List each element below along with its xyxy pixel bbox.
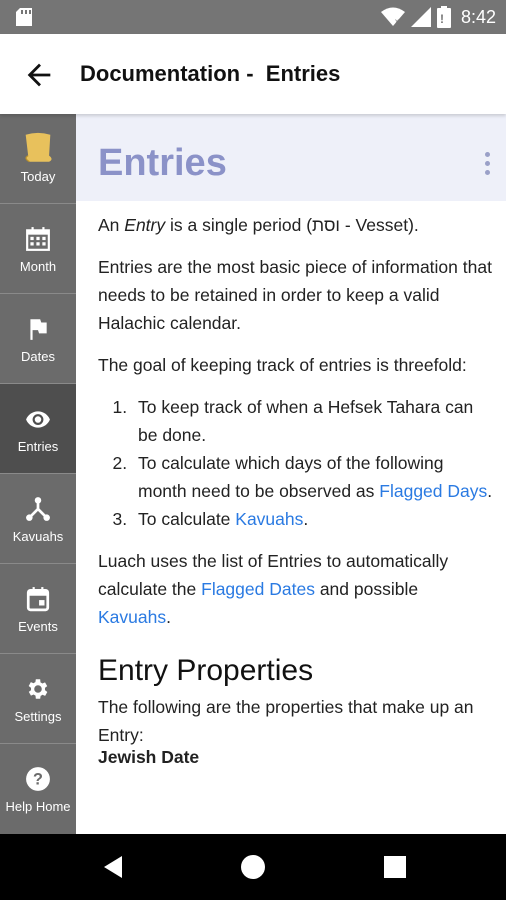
svg-text:?: ?: [33, 770, 43, 789]
nav-item-entries[interactable]: [0, 384, 76, 474]
paragraph: Entries are the most basic piece of information that needs to be retained in order to keep a valid Halachic calendar.: [98, 257, 492, 333]
system-nav-bar: [0, 834, 506, 900]
battery-icon: [437, 6, 451, 28]
wifi-icon: [381, 7, 405, 27]
kavuahs-link[interactable]: Kavuahs: [98, 607, 167, 627]
home-circle-icon[interactable]: [238, 852, 268, 882]
eye-icon: [25, 406, 51, 432]
calendar-grid-icon: [25, 226, 51, 252]
nav-item-month[interactable]: [0, 204, 76, 294]
goals-list: [132, 393, 494, 533]
event-calendar-icon: [25, 586, 51, 612]
sd-card-icon: [16, 8, 32, 26]
nav-label: Month: [19, 259, 57, 274]
list-item: 1. To keep track of when a Hefsek Tahara can be done.: [132, 393, 494, 449]
nav-item-dates[interactable]: [0, 294, 76, 384]
back-arrow-icon[interactable]: [22, 58, 56, 92]
more-options-icon[interactable]: [482, 152, 492, 176]
svg-text:x: x: [394, 17, 399, 26]
scroll-icon: [22, 130, 54, 164]
nav-label: Entries: [17, 439, 59, 454]
doc-header: [76, 114, 506, 201]
nav-label: Kavuahs: [12, 529, 64, 544]
page-title: Documentation - Entries: [80, 61, 341, 86]
gear-icon: [25, 676, 51, 702]
intro-paragraph: An Entry is a single period (וסת - Vesset).: [98, 215, 419, 235]
doc-heading: Entries: [98, 142, 227, 184]
app-bar: [0, 34, 506, 114]
status-bar: [0, 0, 506, 34]
nav-label: Settings: [14, 709, 62, 724]
list-item: 3. To calculate Kavuahs.: [132, 505, 494, 533]
doc-content: [76, 114, 506, 834]
paragraph: The following are the properties that make up an Entry:: [98, 697, 474, 745]
back-triangle-icon[interactable]: [98, 852, 128, 882]
recents-square-icon[interactable]: [380, 852, 410, 882]
nav-label: Dates: [21, 349, 55, 364]
nav-item-events[interactable]: [0, 564, 76, 654]
svg-text:!: !: [439, 12, 444, 26]
side-nav: [0, 114, 76, 834]
paragraph: Luach uses the list of Entries to automatically calculate the Flagged Dates and possible Kavuahs.: [98, 551, 449, 627]
property-name: Jewish Date: [98, 747, 200, 767]
nav-item-kavuahs[interactable]: [0, 474, 76, 564]
nav-label: Help Home: [5, 799, 71, 814]
nav-item-help-home[interactable]: [0, 744, 76, 834]
kavuahs-link[interactable]: Kavuahs: [235, 509, 304, 529]
section-heading: Entry Properties: [98, 654, 314, 687]
fork-icon: [25, 496, 51, 522]
paragraph: The goal of keeping track of entries is threefold:: [98, 355, 467, 375]
nav-item-today[interactable]: [0, 114, 76, 204]
nav-label: Events: [18, 619, 58, 634]
nav-item-settings[interactable]: [0, 654, 76, 744]
flagged-days-link[interactable]: Flagged Days: [379, 481, 488, 501]
status-time: 8:42: [460, 6, 496, 27]
nav-label: Today: [20, 169, 56, 184]
list-item: 2. To calculate which days of the following month need to be observed as Flagged Days.: [132, 449, 494, 505]
flagged-dates-link[interactable]: Flagged Dates: [201, 579, 315, 599]
doc-body: [98, 211, 494, 771]
flag-icon: [25, 316, 51, 342]
help-icon: [25, 766, 51, 792]
cell-signal-icon: [411, 7, 431, 27]
